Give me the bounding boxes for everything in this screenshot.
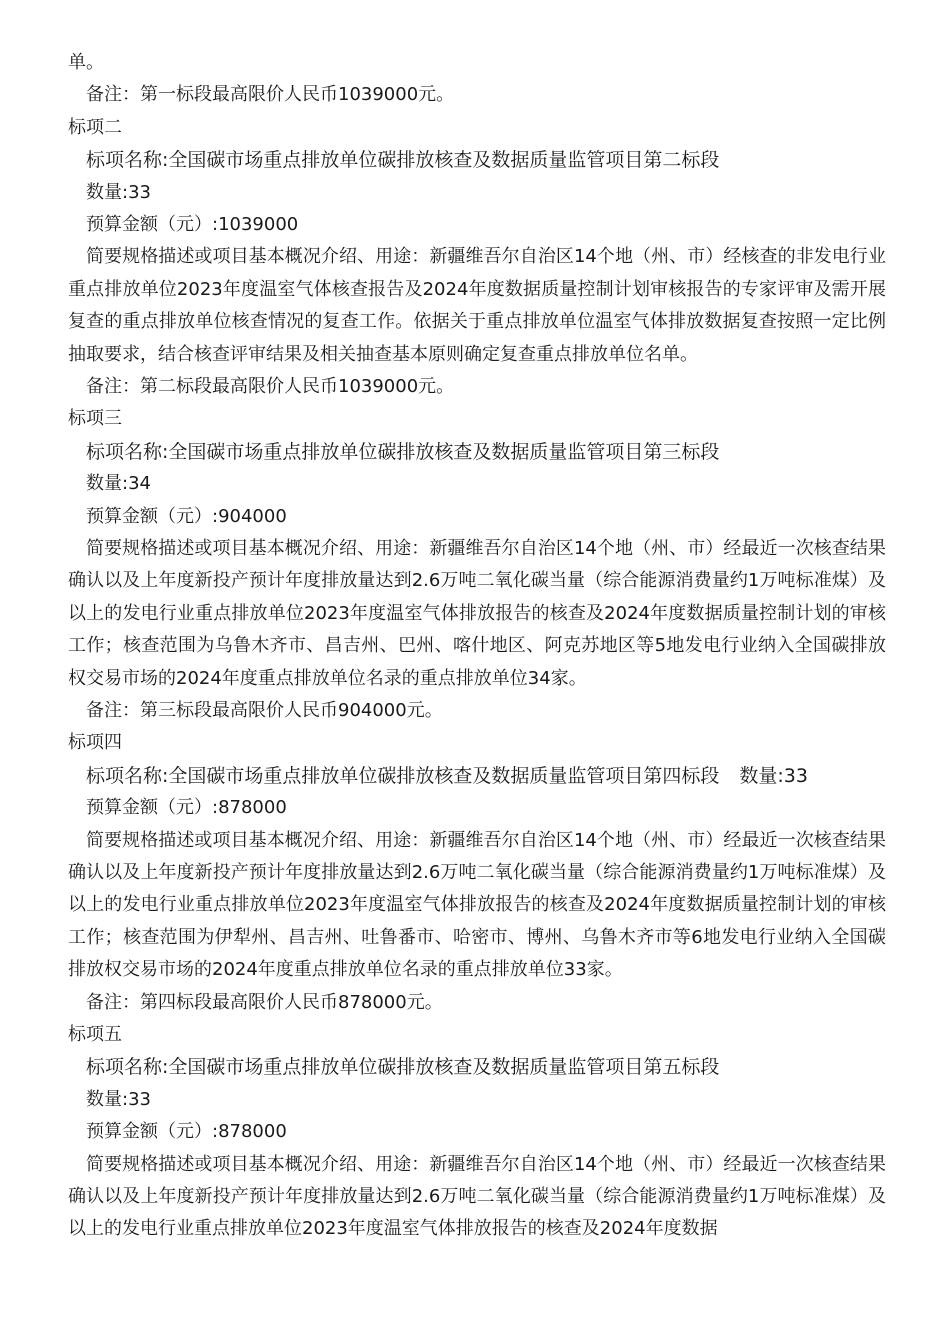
- lot3-quantity: 数量:34: [86, 473, 151, 495]
- lot4-name: 标项名称:全国碳市场重点排放单位碳排放核查及数据质量监管项目第四标段: [86, 764, 720, 787]
- lot5-name: 标项名称:全国碳市场重点排放单位碳排放核查及数据质量监管项目第五标段: [86, 1056, 720, 1079]
- document-page: [68, 47, 886, 1246]
- lot3-name: 标项名称:全国碳市场重点排放单位碳排放核查及数据质量监管项目第三标段: [86, 440, 720, 463]
- lot2-quantity: 数量:33: [86, 181, 151, 203]
- lot1-note: 备注：第一标段最高限价人民币1039000元。: [86, 84, 455, 106]
- lot5-quantity: 数量:33: [86, 1088, 151, 1110]
- lot4-note: 备注：第四标段最高限价人民币878000元。: [86, 991, 443, 1013]
- lot4-budget: 预算金额（元）:878000: [86, 797, 287, 819]
- lot2-note: 备注：第二标段最高限价人民币1039000元。: [86, 375, 455, 397]
- lot4-name-quantity-line: [68, 760, 886, 792]
- lot5-budget: 预算金额（元）:878000: [86, 1121, 287, 1143]
- lot3-heading: 标项三: [68, 408, 122, 430]
- lot3-description: 简要规格描述或项目基本概况介绍、用途：新疆维吾尔自治区14个地（州、市）经最近一次核查结果确认以及上年度新投产预计年度排放量达到2.6万吨二氧化碳当量（综合能源消费量约1万吨标准煤）及以上的发电行业重点排放单位2023年度温室气体排放报告的核查及2024年度数据质量控制计划的审核工作；核查范围为乌鲁木齐市、昌吉州、巴州、喀什地区、阿克苏地区等5地发电行业纳入全国碳排放权交易市场的2024年度重点排放单位名录的重点排放单位34家。: [68, 537, 886, 689]
- lot2-heading: 标项二: [68, 116, 122, 138]
- lot5-description: 简要规格描述或项目基本概况介绍、用途：新疆维吾尔自治区14个地（州、市）经最近一次核查结果确认以及上年度新投产预计年度排放量达到2.6万吨二氧化碳当量（综合能源消费量约1万吨标准煤）及以上的发电行业重点排放单位2023年度温室气体排放报告的核查及2024年度数据: [68, 1153, 886, 1240]
- lot4-quantity: 数量:33: [739, 764, 808, 787]
- lot2-budget: 预算金额（元）:1039000: [86, 213, 299, 235]
- prev-paragraph-tail: 单。: [68, 52, 104, 73]
- lot4-heading: 标项四: [68, 732, 122, 754]
- lot5-heading: 标项五: [68, 1023, 122, 1045]
- lot2-name: 标项名称:全国碳市场重点排放单位碳排放核查及数据质量监管项目第二标段: [86, 149, 720, 172]
- lot2-description: 简要规格描述或项目基本概况介绍、用途：新疆维吾尔自治区14个地（州、市）经核查的非发电行业重点排放单位2023年度温室气体核查报告及2024年度数据质量控制计划审核报告的专家评审及需开展复查的重点排放单位核查情况的复查工作。依据关于重点排放单位温室气体排放数据复查按照一定比例抽取要求，结合核查评审结果及相关抽查基本原则确定复查重点排放单位名单。: [68, 246, 886, 365]
- lot3-note: 备注：第三标段最高限价人民币904000元。: [86, 699, 443, 721]
- lot4-description: 简要规格描述或项目基本概况介绍、用途：新疆维吾尔自治区14个地（州、市）经最近一次核查结果确认以及上年度新投产预计年度排放量达到2.6万吨二氧化碳当量（综合能源消费量约1万吨标准煤）及以上的发电行业重点排放单位2023年度温室气体排放报告的核查及2024年度数据质量控制计划的审核工作；核查范围为伊犁州、昌吉州、吐鲁番市、哈密市、博州、乌鲁木齐市等6地发电行业纳入全国碳排放权交易市场的2024年度重点排放单位名录的重点排放单位33家。: [68, 829, 886, 981]
- lot3-budget: 预算金额（元）:904000: [86, 505, 287, 527]
